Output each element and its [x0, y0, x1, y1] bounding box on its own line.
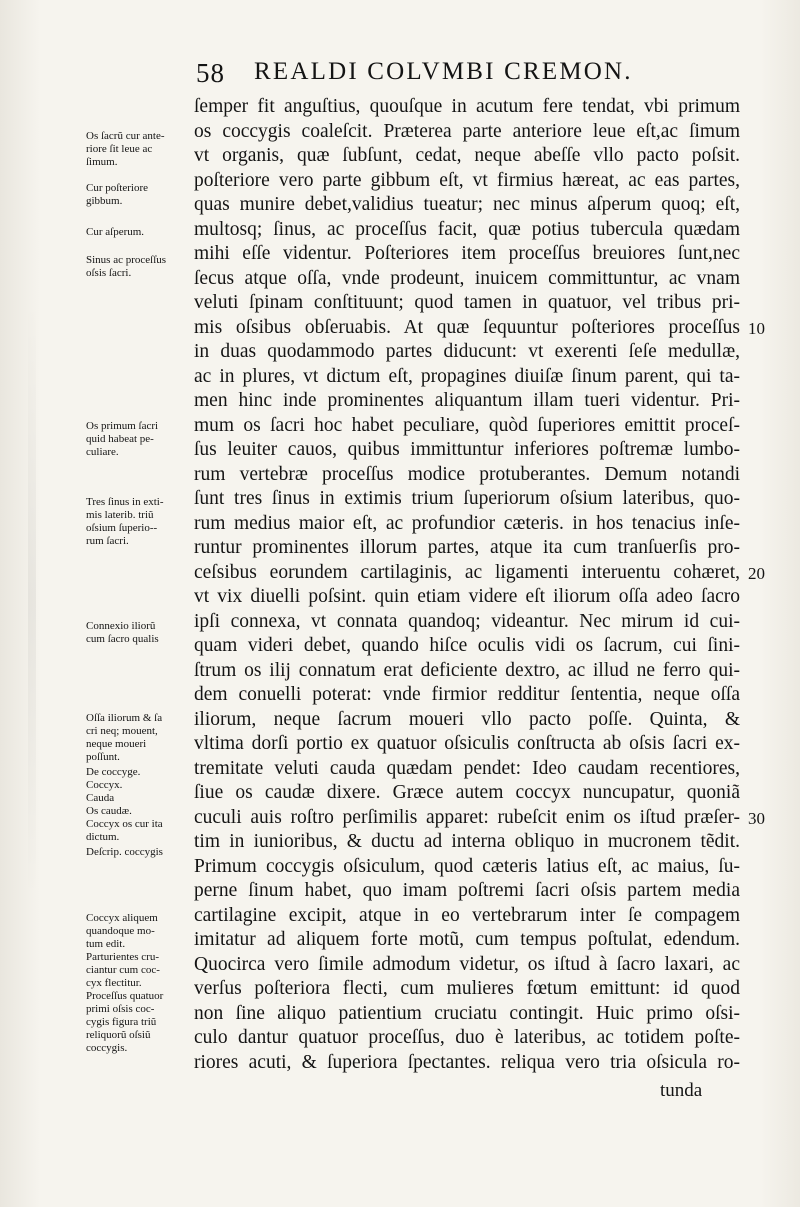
margin-note-line: Os primum ſacri — [86, 420, 159, 432]
text-line: vltima dorſi portio ex quatuor oſsiculis conſtructa ab oſsis ſacri ex- — [194, 733, 740, 754]
margin-note-line: primi oſsis coc- — [86, 1003, 155, 1015]
margin-note-line: Cur poſteriore — [86, 182, 149, 194]
margin-note-line: Tres ſinus in exti- — [86, 496, 164, 508]
text-line: ſunt tres ſinus in extimis trium ſuperiorum oſsium lateribus, quo- — [194, 488, 740, 509]
margin-note-line: quandoque mo- — [86, 925, 155, 937]
text-line: rum vertebræ proceſſus modice protuberantes. Demum notandi — [194, 463, 740, 485]
text-line: os coccygis coaleſcit. Præterea parte anteriore leue eſt,ac ſimum — [194, 120, 740, 142]
margin-note-line: coccygis. — [86, 1042, 128, 1054]
text-line: mis oſsibus obſeruabis. At quæ ſequuntur poſteriores proceſſus — [194, 316, 740, 338]
margin-note-line: rum ſacri. — [86, 535, 129, 547]
text-line: cartilagine excipit, atque in eo vertebrarum inter ſe compagem — [194, 904, 740, 926]
text-line: runtur prominentes illorum partes, atque ita cum tranſuerſis pro- — [194, 537, 740, 558]
margin-note-line: reliquorũ oſsiũ — [86, 1029, 151, 1041]
margin-note-line: Oſſa iliorum & ſa — [86, 712, 163, 724]
margin-note-line: dictum. — [86, 831, 120, 843]
margin-note-line: oſsium ſuperio-- — [86, 522, 158, 534]
margin-note-line: mis laterib. triũ — [86, 509, 154, 521]
text-line: multosq; ſinus, ac proceſſus facit, quæ potius tubercula quædam — [194, 218, 740, 240]
margin-note-line: Os ſacrũ cur ante- — [86, 130, 165, 142]
margin-note-line: oſsis ſacri. — [86, 267, 132, 279]
text-line: dem conuelli poterat: vnde firmior redditur ſententia, neque oſſa — [194, 684, 740, 705]
margin-note-line: quid habeat pe- — [86, 433, 154, 445]
running-head: REALDI COLVMBI CREMON. — [254, 58, 633, 85]
text-line: vt organis, quæ ſubſunt, cedat, neque abeſſe vllo pacto poſsit. — [194, 145, 740, 166]
margin-note-line: cyx flectitur. — [86, 977, 142, 989]
text-line: poſteriore vero parte gibbum eſt, vt firmius hæreat, ac eas partes, — [194, 169, 740, 191]
line-number: 20 — [748, 563, 765, 583]
text-line: rum medius maior eſt, ac profundior cæteris. in hos tenacius inſe- — [194, 512, 740, 534]
margin-note-line: Cur aſperum. — [86, 226, 145, 238]
text-line: men hinc inde prominentes aliquantum illam tueri videntur. Pri- — [194, 390, 740, 411]
margin-note-line: Sinus ac proceſſus — [86, 254, 167, 266]
margin-note-line: Cauda — [86, 792, 115, 804]
text-line: tim in iunioribus, & ductu ad interna obliquo in mucronem tẽdit. — [194, 831, 740, 852]
margin-note-line: Coccyx. — [86, 779, 123, 791]
text-line: culo dantur quatuor proceſſus, duo è lateribus, ac totidem poſte- — [194, 1027, 740, 1048]
margin-note-line: cri neq; mouent, — [86, 725, 158, 737]
page-number: 58 — [196, 58, 225, 88]
line-number: 30 — [748, 808, 765, 828]
text-line: Quocirca vero ſimile admodum videtur, os iſtud à ſacro laxari, ac — [194, 953, 740, 975]
text-line: Primum coccygis oſsiculum, quod cæteris latius eſt, ac maius, ſu- — [194, 855, 740, 877]
margin-note-line: Deſcrip. coccygis — [86, 846, 163, 858]
margin-note-line: ciantur cum coc- — [86, 964, 160, 976]
text-line: in duas quodammodo partes diducunt: vt exerenti ſeſe medullæ, — [194, 341, 740, 362]
page-header — [196, 58, 756, 94]
text-line: mum os ſacri hoc habet peculiare, quòd ſuperiores emittit proceſ- — [194, 414, 740, 436]
text-line: verſus poſteriora flecti, cum mulieres fœtum emittunt: id quod — [194, 978, 740, 999]
text-line: ſus leuiter cauos, quibus immittuntur inferiores poſtremæ lumbo- — [194, 439, 740, 460]
margin-note-line: riore ſit leue ac — [86, 143, 153, 155]
text-line: ſiue os caudæ dixere. Græce autem coccyx nuncupatur, quoniã — [194, 782, 740, 803]
text-line: ſemper fit anguſtius, quouſque in acutum fere tendat, vbi primum — [194, 96, 740, 117]
text-line: mihi eſſe videntur. Poſteriores item proceſſus breuiores ſunt,nec — [194, 243, 740, 264]
margin-note-line: Os caudæ. — [86, 805, 132, 817]
margin-note-line: Connexio iliorũ — [86, 620, 156, 632]
margin-note-line: tum edit. — [86, 938, 126, 950]
margin-note-line: neque moueri — [86, 738, 147, 750]
text-line: ipſi connexa, vt connata quandoq; videantur. Nec mirum id cui- — [194, 610, 740, 632]
margin-note-line: ſimum. — [86, 156, 118, 168]
margin-note-line: culiare. — [86, 446, 119, 458]
page-gutter-shadow — [28, 300, 36, 900]
text-line: imitatur ad aliquem forte motũ, cum tempus poſtulat, edendum. — [194, 929, 740, 950]
text-line: riores acuti, & ſuperiora ſpectantes. reliqua vero tria oſsicula ro- — [194, 1051, 740, 1073]
text-line: quas munire debet,validius tueatur; nec minus aſperum quoq; eſt, — [194, 194, 740, 215]
margin-note-line: Coccyx os cur ita — [86, 818, 163, 830]
text-line: ſecus atque oſſa, vnde prodeunt, inuicem committuntur, ac vnam — [194, 267, 740, 289]
margin-note-line: De coccyge. — [86, 766, 141, 778]
text-line: perne ſinum habet, quo imam poſtremi ſacri oſsis partem media — [194, 880, 740, 901]
margin-note-line: cygis figura triũ — [86, 1016, 157, 1028]
margin-note-line: cum ſacro qualis — [86, 633, 159, 645]
margin-note-line: Proceſſus quatuor — [86, 990, 164, 1002]
text-line: iliorum, neque ſacrum moueri vllo pacto poſſe. Quinta, & — [194, 708, 740, 730]
text-line: quam videri debet, quando hiſce oculis vidi os ſacrum, cui ſini- — [194, 635, 740, 656]
catchword: tunda — [660, 1080, 703, 1101]
margin-note-line: Coccyx aliquem — [86, 912, 158, 924]
margin-note-line: gibbum. — [86, 195, 123, 207]
text-line: ſtrum os ilij connatum erat deficiente dextro, ac illud ne ferro qui- — [194, 659, 740, 681]
text-line: non ſine aliquo patientium cruciatu contingit. Huic primo oſsi- — [194, 1002, 740, 1024]
text-line: tremitate veluti cauda quædam pendet: Ideo caudam recentiores, — [194, 757, 740, 779]
text-line: cuculi auis roſtro perſimilis apparet: rubeſcit enim os iſtud præſer- — [194, 806, 740, 828]
text-line: vt vix diuelli poſsint. quin etiam videre eſt iliorum oſſa adeo ſacro — [194, 586, 740, 607]
line-number: 10 — [748, 318, 765, 338]
text-line: ceſsibus eorundem cartilaginis, ac ligamenti interuentu cohæret, — [194, 561, 740, 583]
text-line: veluti ſpinam conſtituunt; quod tamen in quatuor, vel tribus pri- — [194, 292, 740, 313]
margin-note-line: Parturientes cru- — [86, 951, 159, 963]
text-line: ac in plures, vt dictum eſt, propagines diuiſæ ſinum parent, qui ta- — [194, 365, 740, 387]
margin-note-line: poſſunt. — [86, 751, 120, 763]
